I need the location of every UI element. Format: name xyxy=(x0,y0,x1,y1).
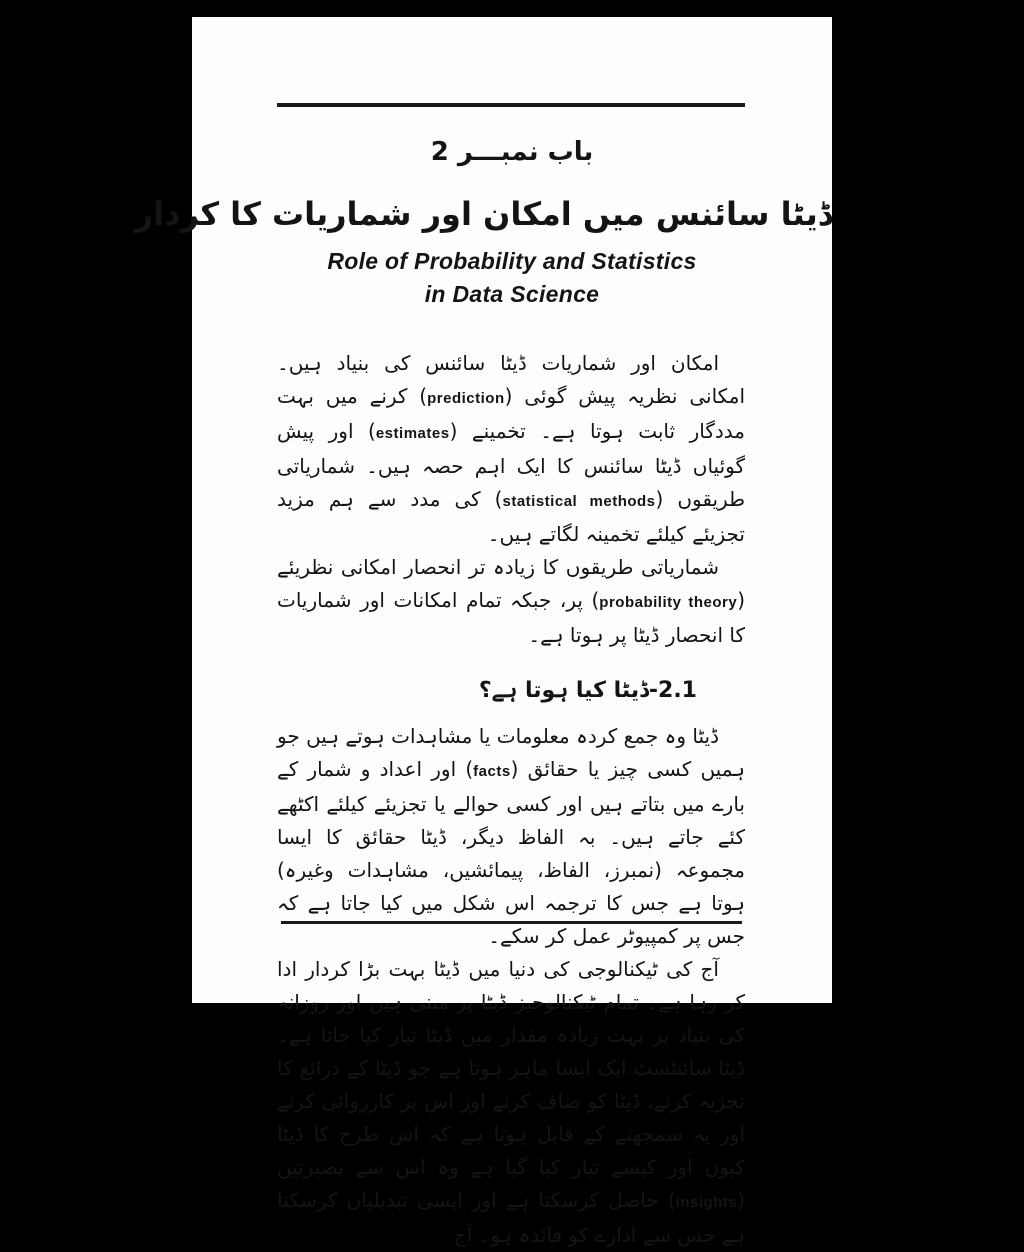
chapter-number-heading: باب نمبـــر 2 xyxy=(430,137,594,167)
paragraph-what-is-data xyxy=(277,720,745,953)
urdu-text-segment: ) اور اعداد و شمار کے بارے میں بتاتے ہیں اور کسی حوالے یا تجزیئے کیلئے اکٹھے کئے جاتے ہیں۔ بہ الفاظ دیگر، ڈیٹا حقائق کا ایسا مجموعہ (نمبرز، الفاظ، پیمائشیں، مشاہدات وغیرہ) ہوتا ہے جس کا ترجمہ اس شکل میں کیا جاتا ہے کہ جس پر کمپیوٹر عمل کر سکے۔ xyxy=(277,757,745,948)
urdu-text-segment: امکان اور شماریات ڈیٹا سائنس کی بنیاد ہیں۔ امکانی نظریہ پیش گوئی ( xyxy=(277,351,745,408)
section-heading-2-1: 2.1-ڈیٹا کیا ہوتا ہے؟ xyxy=(478,678,697,703)
english-term: prediction xyxy=(427,390,505,407)
urdu-text-segment: ) کی مدد سے ہم مزید تجزیئے کیلئے تخمینہ لگاتے ہیں۔ xyxy=(277,487,745,546)
english-term: statistical methods xyxy=(502,493,656,510)
urdu-text-segment: ڈیٹا وہ جمع کردہ معلومات یا مشاہدات ہوتے ہیں جو ہمیں کسی چیز یا حقائق ( xyxy=(277,724,745,781)
paragraph-data-in-technology xyxy=(277,953,745,1252)
urdu-text-segment: ) اور پیش گوئیاں ڈیٹا سائنس کا ایک اہم حصہ ہیں۔ شماریاتی طریقوں ( xyxy=(277,419,746,511)
urdu-text-segment: ) حاصل کرسکتا ہے اور ایسی تبدیلیاں کرسکتا ہے جس سے ادارے کو فائدہ ہو۔ آج xyxy=(277,1188,745,1247)
english-chapter-title xyxy=(192,245,832,311)
english-term: probability theory xyxy=(599,594,738,611)
english-title-line-1: Role of Probability and Statistics xyxy=(327,248,697,274)
urdu-text-segment: شماریاتی طریقوں کا زیادہ تر انحصار امکانی نظریئے ( xyxy=(277,555,745,612)
top-rule xyxy=(277,103,745,107)
urdu-chapter-title: ڈیٹا سائنس میں امکان اور شماریات کا کردار xyxy=(134,195,832,233)
english-title-line-2: in Data Science xyxy=(424,281,600,307)
urdu-text-segment: آج کی ٹیکنالوجی کی دنیا میں ڈیٹا بہت بڑا کردار ادا کر رہا ہے۔ تمام ٹیکنالوجیز ڈیٹا پر مبنی ہیں اور روزانہ کی بنیاد پر بہت زیادہ مقدار میں ڈیٹا تیار کیا جاتا ہے۔ ڈیٹا سائنٹسٹ ایک ایسا ماہر ہوتا ہے جو ڈیٹا کے ذرائع کا تجزیہ کرنے، ڈیٹا کو صاف کرنے اور اس پر کارروائی کرنے اور یہ سمجھنے کے قابل ہوتا ہے کہ اس طرح کا ڈیٹا کیوں اور کیسے تیار کیا گیا ہے وہ اس سے بصیرتیں ( xyxy=(277,957,745,1212)
bottom-rule xyxy=(281,921,742,924)
english-term: facts xyxy=(473,763,511,780)
urdu-text-segment: ) پر، جبکہ تمام امکانات اور شماریات کا انحصار ڈیٹا پر ہوتا ہے۔ xyxy=(277,588,745,647)
english-term: insights xyxy=(675,1194,738,1211)
urdu-text-segment: ) کرنے میں بہت مددگار ثابت ہوتا ہے۔ تخمینے ( xyxy=(277,384,745,443)
english-term: estimates xyxy=(375,425,450,442)
body-text-column xyxy=(277,347,745,1252)
paragraph-probability-basics xyxy=(277,347,745,551)
book-page xyxy=(134,17,832,1247)
paragraph-statistical-methods xyxy=(277,551,745,652)
